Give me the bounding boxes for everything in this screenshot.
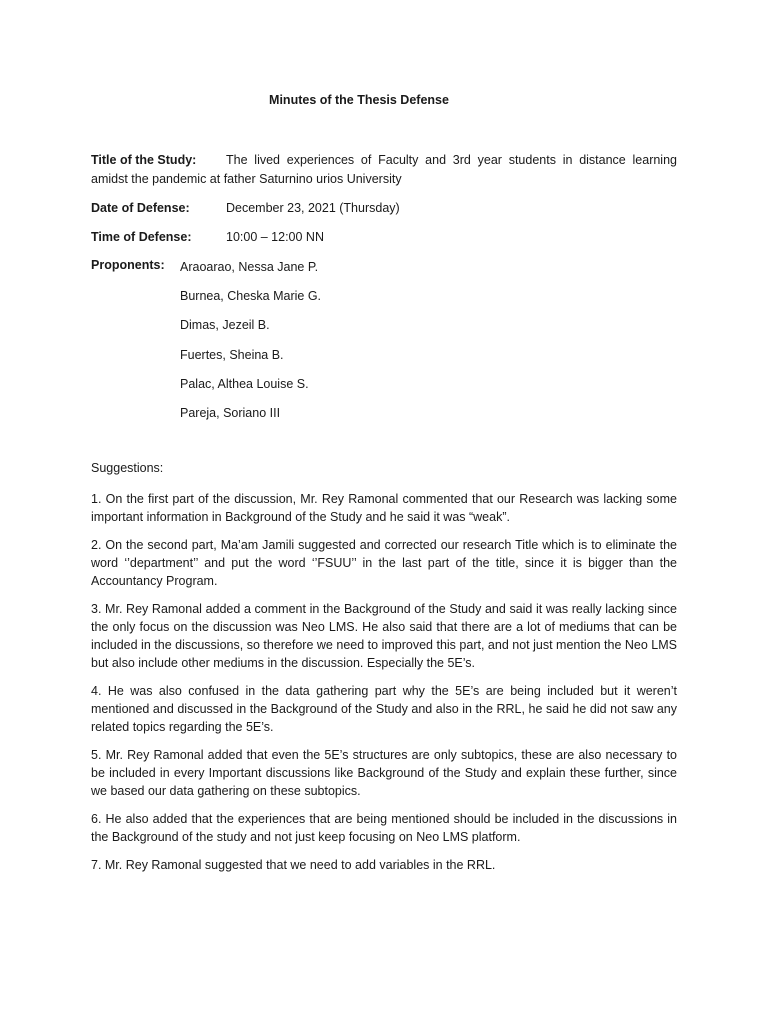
suggestion-item: 4. He was also confused in the data gathering part why the 5E’s are being included but it weren’t mentioned and discussed in the Background of the Study and also in the RRL, he said he did not saw any related topics regarding the 5E’s. xyxy=(91,684,677,734)
suggestions-heading: Suggestions: xyxy=(91,461,164,475)
proponents-label: Proponents: xyxy=(91,258,165,272)
suggestions-list xyxy=(91,490,677,884)
proponent-name: Burnea, Cheska Marie G. xyxy=(180,289,322,304)
study-title-label: Title of the Study: xyxy=(91,153,197,167)
proponents-list xyxy=(180,258,321,433)
proponent-name: Fuertes, Sheina B. xyxy=(180,347,284,362)
defense-time-value: 10:00 – 12:00 NN xyxy=(226,230,324,244)
suggestion-item: 1. On the first part of the discussion, Mr. Rey Ramonal commented that our Research was lacking some important information in Background of the Study and he said it was “weak”. xyxy=(91,492,677,524)
defense-time-label: Time of Defense: xyxy=(91,230,192,244)
proponent-name: Palac, Althea Louise S. xyxy=(180,376,309,391)
suggestion-item: 7. Mr. Rey Ramonal suggested that we need to add variables in the RRL. xyxy=(91,858,496,872)
suggestion-item: 5. Mr. Rey Ramonal added that even the 5E’s structures are only subtopics, these are also necessary to be included in every Important discussions like Background of the Study and explain these further, since we based our data gathering on these subtopics. xyxy=(91,748,677,798)
study-title-field xyxy=(91,151,677,189)
defense-date-field xyxy=(91,199,677,218)
defense-time-field xyxy=(91,228,677,247)
proponent-name: Dimas, Jezeil B. xyxy=(180,318,270,333)
study-title-value: The lived experiences of Faculty and 3rd year students in distance learning amidst the pandemic at father Saturnino urios University xyxy=(91,153,677,186)
document-title: Minutes of the Thesis Defense xyxy=(269,93,449,107)
suggestion-item: 2. On the second part, Ma’am Jamili suggested and corrected our research Title which is to eliminate the word ‘’department’’ and put the word ‘’FSUU’’ in the last part of the title, since it is bigger than the Accountancy Program. xyxy=(91,538,677,588)
defense-date-value: December 23, 2021 (Thursday) xyxy=(226,201,400,215)
proponent-name: Araoarao, Nessa Jane P. xyxy=(180,260,319,274)
defense-date-label: Date of Defense: xyxy=(91,201,190,215)
suggestion-item: 3. Mr. Rey Ramonal added a comment in the Background of the Study and said it was really lacking since the only focus on the discussion was Neo LMS. He also said that there are a lot of mediums that can be included in the discussions, so therefore we need to improved this part, and not just mention the Neo LMS but also include other mediums in the discussion. Especially the 5E’s. xyxy=(91,602,677,670)
proponent-name: Pareja, Soriano III xyxy=(180,405,281,420)
suggestion-item: 6. He also added that the experiences that are being mentioned should be included in the discussions in the Background of the study and not just keep focusing on Neo LMS platform. xyxy=(91,812,677,844)
